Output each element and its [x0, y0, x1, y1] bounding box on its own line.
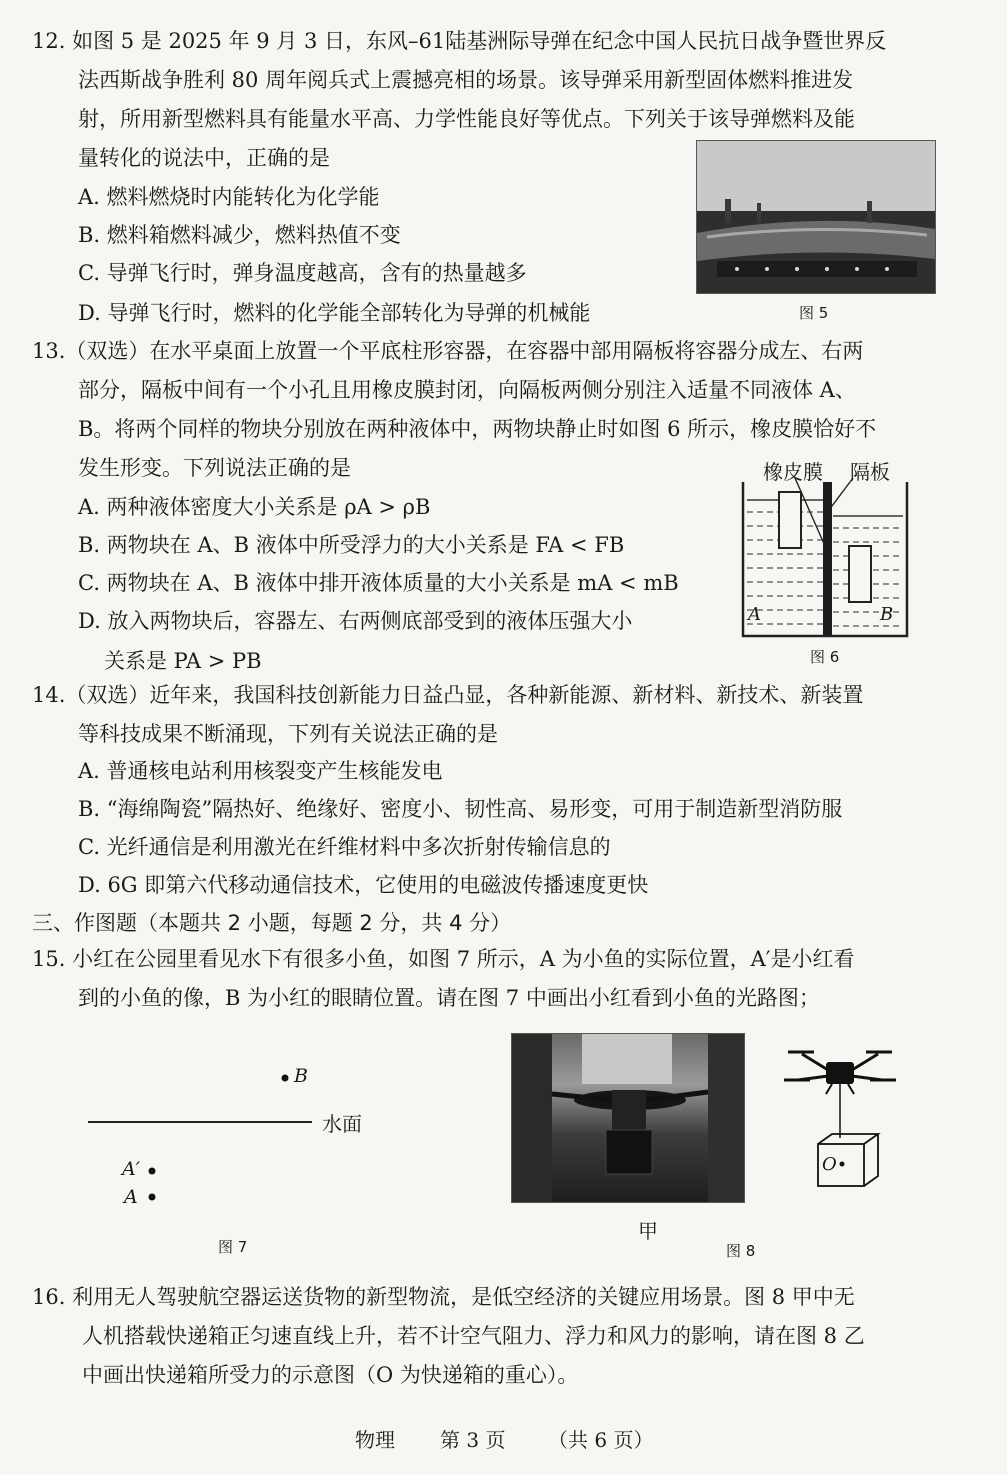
box-center-of-gravity [840, 1162, 845, 1167]
footer-subject: 物理 [355, 1428, 395, 1452]
q12-option-d: D. 导弹飞行时，燃料的化学能全部转化为导弹的机械能 [78, 301, 591, 325]
q12-line-1: 12. 如图 5 是 2025 年 9 月 3 日，东风–61陆基洲际导弹在纪念中国人民抗日战争暨世界反 [32, 29, 887, 53]
figure-8-label-jia: 甲 [638, 1219, 658, 1243]
q12-option-b: B. 燃料箱燃料减少，燃料热值不变 [78, 223, 401, 247]
figure-7-label-water-surface: 水面 [322, 1112, 362, 1136]
point-a [149, 1194, 156, 1201]
drone-photo-illustration [512, 1034, 744, 1202]
figure-7-caption: 图 7 [218, 1238, 248, 1256]
q16-line-1: 16. 利用无人驾驶航空器运送货物的新型物流，是低空经济的关键应用场景。图 8 甲中无 [32, 1285, 855, 1309]
figure-5-missile-photo [696, 140, 936, 294]
figure-8-caption: 图 8 [726, 1242, 756, 1260]
q13-line-3: B。将两个同样的物块分别放在两种液体中，两物块静止时如图 6 所示，橡皮膜恰好不 [78, 417, 877, 441]
question-15 [32, 940, 855, 1018]
q13-line-1: 13.（双选）在水平桌面上放置一个平底柱形容器，在容器中部用隔板将容器分成左、右两 [32, 339, 864, 363]
figure-7-label-b: B [294, 1065, 308, 1087]
q16-line-3: 中画出快递箱所受力的示意图（O 为快递箱的重心）。 [82, 1363, 579, 1387]
figure-8-jia-drone-photo [511, 1033, 745, 1203]
q12-line-3: 射，所用新型燃料具有能量水平高、力学性能良好等优点。下列关于该导弹燃料及能 [78, 107, 855, 131]
figure-7-label-a-prime: A′ [122, 1158, 141, 1180]
q12-line-2: 法西斯战争胜利 80 周年阅兵式上震撼亮相的场景。该导弹采用新型固体燃料推进发 [78, 68, 854, 92]
q12-option-c: C. 导弹飞行时，弹身温度越高，含有的热量越多 [78, 261, 527, 285]
figure-5-caption: 图 5 [799, 304, 829, 322]
figure-6-label-partition: 隔板 [850, 460, 890, 484]
question-14 [32, 676, 863, 754]
q16-line-2: 人机搭载快递箱正匀速直线上升，若不计空气阻力、浮力和风力的影响，请在图 8 乙 [82, 1324, 865, 1348]
q14-option-c: C. 光纤通信是利用激光在纤维材料中多次折射传输信息的 [78, 835, 611, 859]
missile-parade-illustration [697, 141, 935, 293]
q14-option-b: B. “海绵陶瓷”隔热好、绝缘好、密度小、韧性高、易形变，可用于制造新型消防服 [78, 797, 843, 821]
q12-option-a: A. 燃料燃烧时内能转化为化学能 [78, 185, 380, 209]
q13-option-b: B. 两物块在 A、B 液体中所受浮力的大小关系是 FA < FB [78, 533, 625, 557]
question-16 [32, 1278, 865, 1395]
point-b [282, 1075, 289, 1082]
figure-8-label-o: O [822, 1154, 837, 1175]
q15-line-2: 到的小鱼的像，B 为小红的眼睛位置。请在图 7 中画出小红看到小鱼的光路图； [78, 986, 820, 1010]
figure-6-label-membrane: 橡皮膜 [763, 460, 823, 484]
q14-line-2: 等科技成果不断涌现，下列有关说法正确的是 [78, 722, 498, 746]
q15-line-1: 15. 小红在公园里看见水下有很多小鱼，如图 7 所示，A 为小鱼的实际位置，A′是小红看 [32, 947, 855, 971]
point-a-prime [149, 1168, 156, 1175]
figure-8-yi-drone-box-diagram [780, 1040, 900, 1200]
footer-page-number: 第 3 页 [440, 1428, 506, 1452]
q14-line-1: 14.（双选）近年来，我国科技创新能力日益凸显，各种新能源、新材料、新技术、新装置 [32, 683, 864, 707]
q13-option-d: D. 放入两物块后，容器左、右两侧底部受到的液体压强大小 [78, 609, 633, 633]
q13-option-a: A. 两种液体密度大小关系是 ρA > ρB [78, 495, 431, 519]
figure-6-label-a: A [748, 604, 761, 625]
q14-option-d: D. 6G 即第六代移动通信技术，它使用的电磁波传播速度更快 [78, 873, 649, 897]
section-3-heading: 三、作图题（本题共 2 小题，每题 2 分，共 4 分） [32, 911, 512, 935]
figure-6-caption: 图 6 [810, 648, 840, 666]
q12-line-4: 量转化的说法中，正确的是 [78, 146, 330, 170]
footer-total-pages: （共 6 页） [548, 1428, 654, 1452]
q13-option-c: C. 两物块在 A、B 液体中排开液体质量的大小关系是 mA < mB [78, 571, 679, 595]
q13-line-2: 部分，隔板中间有一个小孔且用橡皮膜封闭，向隔板两侧分别注入适量不同液体 A、 [78, 378, 856, 402]
q13-option-d-cont: 关系是 PA > PB [104, 649, 262, 673]
figure-7-label-a: A [124, 1186, 138, 1208]
q14-option-a: A. 普通核电站利用核裂变产生核能发电 [78, 759, 443, 783]
q13-line-4: 发生形变。下列说法正确的是 [78, 456, 351, 480]
figure-6-label-b: B [880, 604, 894, 625]
